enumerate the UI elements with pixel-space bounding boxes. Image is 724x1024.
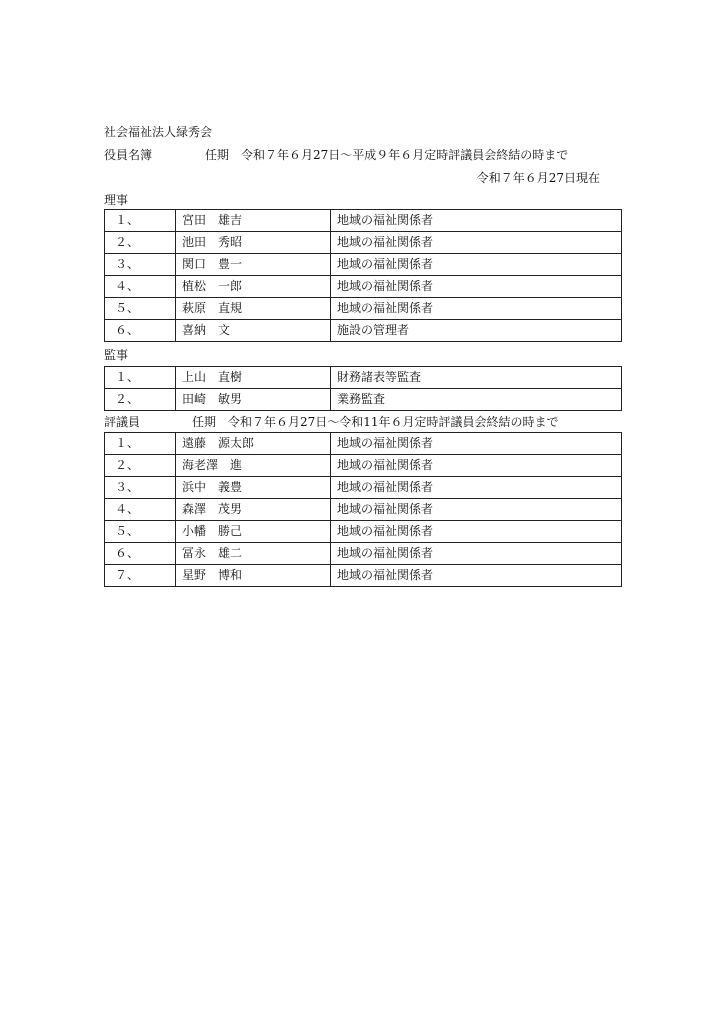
row-number: ５、: [105, 298, 176, 320]
councilors-term: 任期 令和７年６月27日～令和11年６月定時評議員会終結の時まで: [192, 415, 559, 429]
person-role: 地域の福祉関係者: [331, 254, 622, 276]
directors-table: [104, 209, 622, 342]
person-name: 田崎 敏男: [176, 389, 331, 411]
table-row: [105, 298, 622, 320]
auditors-heading: 監事: [104, 348, 129, 362]
person-role: 地域の福祉関係者: [331, 455, 622, 477]
row-number: ７、: [105, 565, 176, 587]
row-number: ５、: [105, 521, 176, 543]
table-row: [105, 433, 622, 455]
row-number: ３、: [105, 254, 176, 276]
person-role: 地域の福祉関係者: [331, 276, 622, 298]
person-name: 植松 一郎: [176, 276, 331, 298]
table-row: [105, 499, 622, 521]
table-row: [105, 367, 622, 389]
person-role: 財務諸表等監査: [331, 367, 622, 389]
person-role: 地域の福祉関係者: [331, 210, 622, 232]
row-number: ６、: [105, 320, 176, 342]
person-name: 萩原 直規: [176, 298, 331, 320]
person-role: 地域の福祉関係者: [331, 521, 622, 543]
person-name: 上山 直樹: [176, 367, 331, 389]
table-row: [105, 232, 622, 254]
row-number: ４、: [105, 499, 176, 521]
person-name: 関口 豊一: [176, 254, 331, 276]
councilors-table: [104, 432, 622, 587]
person-role: 業務監査: [331, 389, 622, 411]
directors-heading: 理事: [104, 193, 129, 207]
person-role: 地域の福祉関係者: [331, 232, 622, 254]
person-role: 地域の福祉関係者: [331, 433, 622, 455]
row-number: １、: [105, 433, 176, 455]
person-name: 喜納 文: [176, 320, 331, 342]
table-row: [105, 477, 622, 499]
as-of-date: 令和７年６月27日現在: [476, 171, 600, 185]
table-row: [105, 276, 622, 298]
person-role: 地域の福祉関係者: [331, 477, 622, 499]
person-name: 海老澤 進: [176, 455, 331, 477]
auditors-table: [104, 366, 622, 411]
councilors-heading: 評議員: [104, 415, 141, 429]
person-name: 遠藤 源太郎: [176, 433, 331, 455]
person-role: 地域の福祉関係者: [331, 298, 622, 320]
person-role: 地域の福祉関係者: [331, 499, 622, 521]
table-row: [105, 455, 622, 477]
row-number: ６、: [105, 543, 176, 565]
officers-term: 任期 令和７年６月27日～平成９年６月定時評議員会終結の時まで: [205, 148, 569, 162]
row-number: １、: [105, 210, 176, 232]
table-row: [105, 521, 622, 543]
person-role: 施設の管理者: [331, 320, 622, 342]
person-role: 地域の福祉関係者: [331, 565, 622, 587]
person-name: 浜中 義豊: [176, 477, 331, 499]
person-name: 宮田 雄吉: [176, 210, 331, 232]
person-role: 地域の福祉関係者: [331, 543, 622, 565]
row-number: ２、: [105, 232, 176, 254]
row-number: １、: [105, 367, 176, 389]
table-row: [105, 543, 622, 565]
officers-title: 役員名簿: [104, 148, 153, 162]
row-number: ２、: [105, 389, 176, 411]
org-name: 社会福祉法人緑秀会: [104, 125, 213, 139]
table-row: [105, 565, 622, 587]
person-name: 小幡 勝己: [176, 521, 331, 543]
person-name: 森澤 茂男: [176, 499, 331, 521]
person-name: 池田 秀昭: [176, 232, 331, 254]
person-name: 星野 博和: [176, 565, 331, 587]
table-row: [105, 254, 622, 276]
row-number: ３、: [105, 477, 176, 499]
person-name: 冨永 雄二: [176, 543, 331, 565]
table-row: [105, 210, 622, 232]
table-row: [105, 320, 622, 342]
row-number: ４、: [105, 276, 176, 298]
table-row: [105, 389, 622, 411]
row-number: ２、: [105, 455, 176, 477]
